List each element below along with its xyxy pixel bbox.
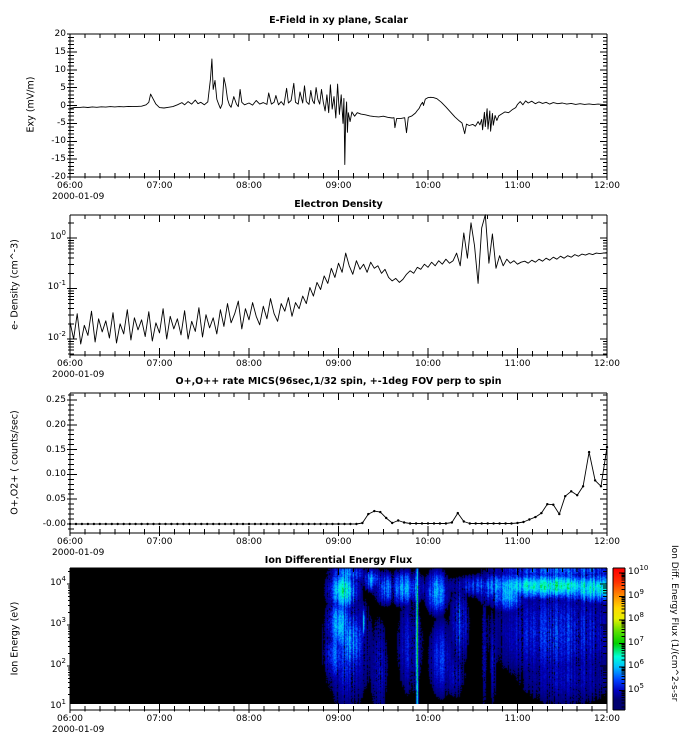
oxygen-rate-marker xyxy=(546,503,548,505)
axes-group xyxy=(67,34,625,713)
panel4-ylabel: Ion Energy (eV) xyxy=(9,601,21,676)
y-tick-label: $10^1$ xyxy=(50,697,66,711)
y-tick-label: 15 xyxy=(54,46,66,57)
oxygen-rate-marker xyxy=(164,523,166,525)
oxygen-rate-marker xyxy=(296,523,298,525)
oxygen-rate-marker xyxy=(463,520,465,522)
x-tick-label: 12:00 xyxy=(594,181,620,191)
panel2-title: Electron Density xyxy=(294,199,383,210)
y-tick-label: $10^2$ xyxy=(50,656,66,670)
oxygen-rate-marker xyxy=(93,523,95,525)
x-tick-label: 06:00 xyxy=(57,537,83,547)
oxygen-rate-marker xyxy=(230,523,232,525)
oxygen-rate-marker xyxy=(469,522,471,524)
panel2-date-label: 2000-01-09 xyxy=(52,370,105,380)
oxygen-rate-marker xyxy=(218,523,220,525)
panel3-date-label: 2000-01-09 xyxy=(52,548,105,558)
oxygen-rate-marker xyxy=(182,523,184,525)
x-tick-label: 11:00 xyxy=(504,181,531,191)
oxygen-rate-marker xyxy=(582,485,584,487)
oxygen-rate-marker xyxy=(272,523,274,525)
oxygen-rate-marker xyxy=(475,522,477,524)
oxygen-rate-marker xyxy=(516,522,518,524)
oxygen-rate-marker xyxy=(481,522,483,524)
oxygen-rate-marker xyxy=(87,523,89,525)
oxygen-rate-marker xyxy=(373,510,375,512)
oxygen-rate-marker xyxy=(343,523,345,525)
oxygen-rate-marker xyxy=(188,523,190,525)
panel3-ylabel: O+,O2+ ( counts/sec) xyxy=(9,410,21,515)
x-tick-label: 07:00 xyxy=(146,181,173,191)
oxygen-rate-marker xyxy=(385,517,387,519)
oxygen-rate-marker xyxy=(391,522,393,524)
oxygen-rate-marker xyxy=(278,523,280,525)
x-tick-label: 08:00 xyxy=(236,537,262,547)
oxygen-rate-marker xyxy=(313,523,315,525)
x-tick-label: 07:00 xyxy=(146,714,173,724)
y-tick-label: 5 xyxy=(60,82,66,93)
oxygen-rate-marker xyxy=(158,523,160,525)
panel4-title: Ion Differential Energy Flux xyxy=(264,555,413,566)
oxygen-rate-marker xyxy=(534,516,536,518)
oxygen-rate-marker xyxy=(498,522,500,524)
x-tick-label: 08:00 xyxy=(236,359,262,369)
oxygen-rate-marker xyxy=(260,523,262,525)
x-tick-label: 11:00 xyxy=(504,714,531,724)
colorbar-tick-label: $10^5$ xyxy=(628,681,644,695)
oxygen-rate-marker xyxy=(451,521,453,523)
oxygen-rate-marker xyxy=(588,451,590,453)
oxygen-rate-marker xyxy=(331,523,333,525)
y-tick-label: -5 xyxy=(57,118,66,129)
oxygen-rate-marker xyxy=(123,523,125,525)
x-tick-label: 10:00 xyxy=(415,714,441,724)
y-tick-label: $10^4$ xyxy=(50,574,66,588)
oxygen-rate-marker xyxy=(194,523,196,525)
oxygen-rate-marker xyxy=(570,490,572,492)
oxygen-rate-marker xyxy=(224,523,226,525)
oxygen-rate-marker xyxy=(212,523,214,525)
oxygen-rate-marker xyxy=(284,523,286,525)
y-tick-label: 0.10 xyxy=(45,469,66,480)
oxygen-rate-marker xyxy=(254,523,256,525)
colorbar-tick-label: $10^8$ xyxy=(628,611,644,624)
oxygen-rate-marker xyxy=(355,523,357,525)
y-tick-label: 10 xyxy=(54,64,66,75)
y-tick-label: $10^3$ xyxy=(50,615,66,629)
x-tick-label: 11:00 xyxy=(504,537,531,547)
y-tick-label: -20 xyxy=(51,172,66,182)
oxygen-rate-marker xyxy=(552,504,554,506)
oxygen-rate-marker xyxy=(146,523,148,525)
oxygen-rate-marker xyxy=(528,518,530,520)
panel1-ylabel: Exy (mV/m) xyxy=(25,76,37,133)
panel1-date-label: 2000-01-09 xyxy=(52,192,105,202)
x-tick-label: 09:00 xyxy=(325,359,352,369)
colorbar-tick-label: $10^7$ xyxy=(628,634,644,648)
oxygen-rate-marker xyxy=(492,522,494,524)
x-tick-label: 10:00 xyxy=(415,181,441,191)
oxygen-rate-marker xyxy=(558,513,560,515)
oxygen-rate-marker xyxy=(266,523,268,525)
oxygen-rate-marker xyxy=(397,519,399,521)
x-tick-label: 06:00 xyxy=(57,181,83,191)
oxygen-rate-marker xyxy=(176,523,178,525)
x-tick-label: 11:00 xyxy=(504,359,531,369)
x-tick-label: 09:00 xyxy=(325,537,352,547)
y-tick-label: 0 xyxy=(60,100,66,111)
oxygen-rate-marker xyxy=(421,522,423,524)
x-tick-label: 08:00 xyxy=(236,181,262,191)
oxygen-rate-marker xyxy=(576,494,578,496)
y-tick-label: $10^{-1}$ xyxy=(47,279,66,293)
x-tick-label: 12:00 xyxy=(594,359,620,369)
y-tick-label: -10 xyxy=(51,136,66,147)
oxygen-rate-marker xyxy=(457,512,459,514)
oxygen-rate-marker xyxy=(379,511,381,513)
colorbar-tick-label: $10^{10}$ xyxy=(628,564,649,577)
oxygen-rate-marker xyxy=(81,523,83,525)
y-tick-label: 0.25 xyxy=(45,395,66,405)
oxygen-rate-marker xyxy=(302,523,304,525)
oxygen-rate-marker xyxy=(248,523,250,525)
oxygen-rate-marker xyxy=(349,523,351,525)
oxygen-rate-marker xyxy=(111,523,113,525)
efield-line xyxy=(70,59,607,165)
x-tick-label: 07:00 xyxy=(146,537,173,547)
oxygen-rate-marker xyxy=(236,523,238,525)
oxygen-rate-marker xyxy=(200,523,202,525)
oxygen-rate-marker xyxy=(487,522,489,524)
oxygen-rate-marker xyxy=(367,513,369,515)
x-tick-label: 09:00 xyxy=(325,181,352,191)
oxygen-rate-marker xyxy=(170,523,172,525)
oxygen-rate-marker xyxy=(319,523,321,525)
oxygen-rate-marker xyxy=(337,523,339,525)
panel2-ylabel: e- Density (cm^-3) xyxy=(9,239,21,330)
electron-density-line xyxy=(70,215,607,344)
panel1-title: E-Field in xy plane, Scalar xyxy=(269,15,408,26)
x-tick-label: 12:00 xyxy=(594,714,620,724)
x-tick-label: 10:00 xyxy=(415,359,441,369)
x-tick-label: 06:00 xyxy=(57,714,83,724)
oxygen-rate-marker xyxy=(600,485,602,487)
colorbar-title: Ion Diff. Energy Flux (1/(cm^2-s-sr xyxy=(669,545,679,702)
oxygen-rate-marker xyxy=(504,522,506,524)
panel3-title: O+,O++ rate MICS(96sec,1/32 spin, +-1deg FOV perp to spin xyxy=(175,376,502,387)
oxygen-rate-line xyxy=(70,447,607,524)
y-tick-label: 0.05 xyxy=(45,494,66,505)
oxygen-rate-marker xyxy=(308,523,310,525)
y-tick-label: 20 xyxy=(54,29,66,39)
oxygen-rate-marker xyxy=(540,512,542,514)
oxygen-rate-marker xyxy=(510,522,512,524)
colorbar-tick-label: $10^6$ xyxy=(628,658,644,671)
oxygen-rate-marker xyxy=(99,523,101,525)
oxygen-rate-marker xyxy=(134,523,136,525)
oxygen-rate-marker xyxy=(117,523,119,525)
oxygen-rate-marker xyxy=(439,522,441,524)
y-tick-label: $10^{-2}$ xyxy=(47,329,66,343)
x-tick-label: 07:00 xyxy=(146,359,173,369)
oxygen-rate-marker xyxy=(522,521,524,523)
oxygen-rate-marker xyxy=(290,523,292,525)
x-tick-label: 09:00 xyxy=(325,714,352,724)
oxygen-rate-marker xyxy=(361,522,363,524)
oxygen-rate-marker xyxy=(445,522,447,524)
panel4-date-label: 2000-01-09 xyxy=(52,725,105,735)
oxygen-rate-marker xyxy=(242,523,244,525)
oxygen-rate-marker xyxy=(415,522,417,524)
y-tick-label: -0.00 xyxy=(42,519,66,529)
oxygen-rate-marker xyxy=(427,522,429,524)
oxygen-rate-marker xyxy=(206,523,208,525)
oxygen-rate-marker xyxy=(152,523,154,525)
x-tick-label: 10:00 xyxy=(415,537,441,547)
y-tick-label: $10^0$ xyxy=(50,228,66,242)
x-tick-label: 12:00 xyxy=(594,537,620,547)
oxygen-rate-marker xyxy=(409,522,411,524)
x-tick-label: 06:00 xyxy=(57,359,83,369)
oxygen-rate-marker xyxy=(129,523,131,525)
oxygen-rate-marker xyxy=(594,479,596,481)
oxygen-rate-marker xyxy=(564,495,566,497)
y-tick-label: -15 xyxy=(51,154,66,165)
oxygen-rate-marker xyxy=(105,523,107,525)
x-tick-label: 08:00 xyxy=(236,714,262,724)
oxygen-rate-marker xyxy=(403,521,405,523)
oxygen-rate-marker xyxy=(433,522,435,524)
y-tick-label: 0.15 xyxy=(45,444,66,455)
oxygen-rate-marker xyxy=(140,523,142,525)
oxygen-rate-marker xyxy=(325,523,327,525)
colorbar-tick-label: $10^9$ xyxy=(628,587,644,601)
y-tick-label: 0.20 xyxy=(45,419,66,430)
